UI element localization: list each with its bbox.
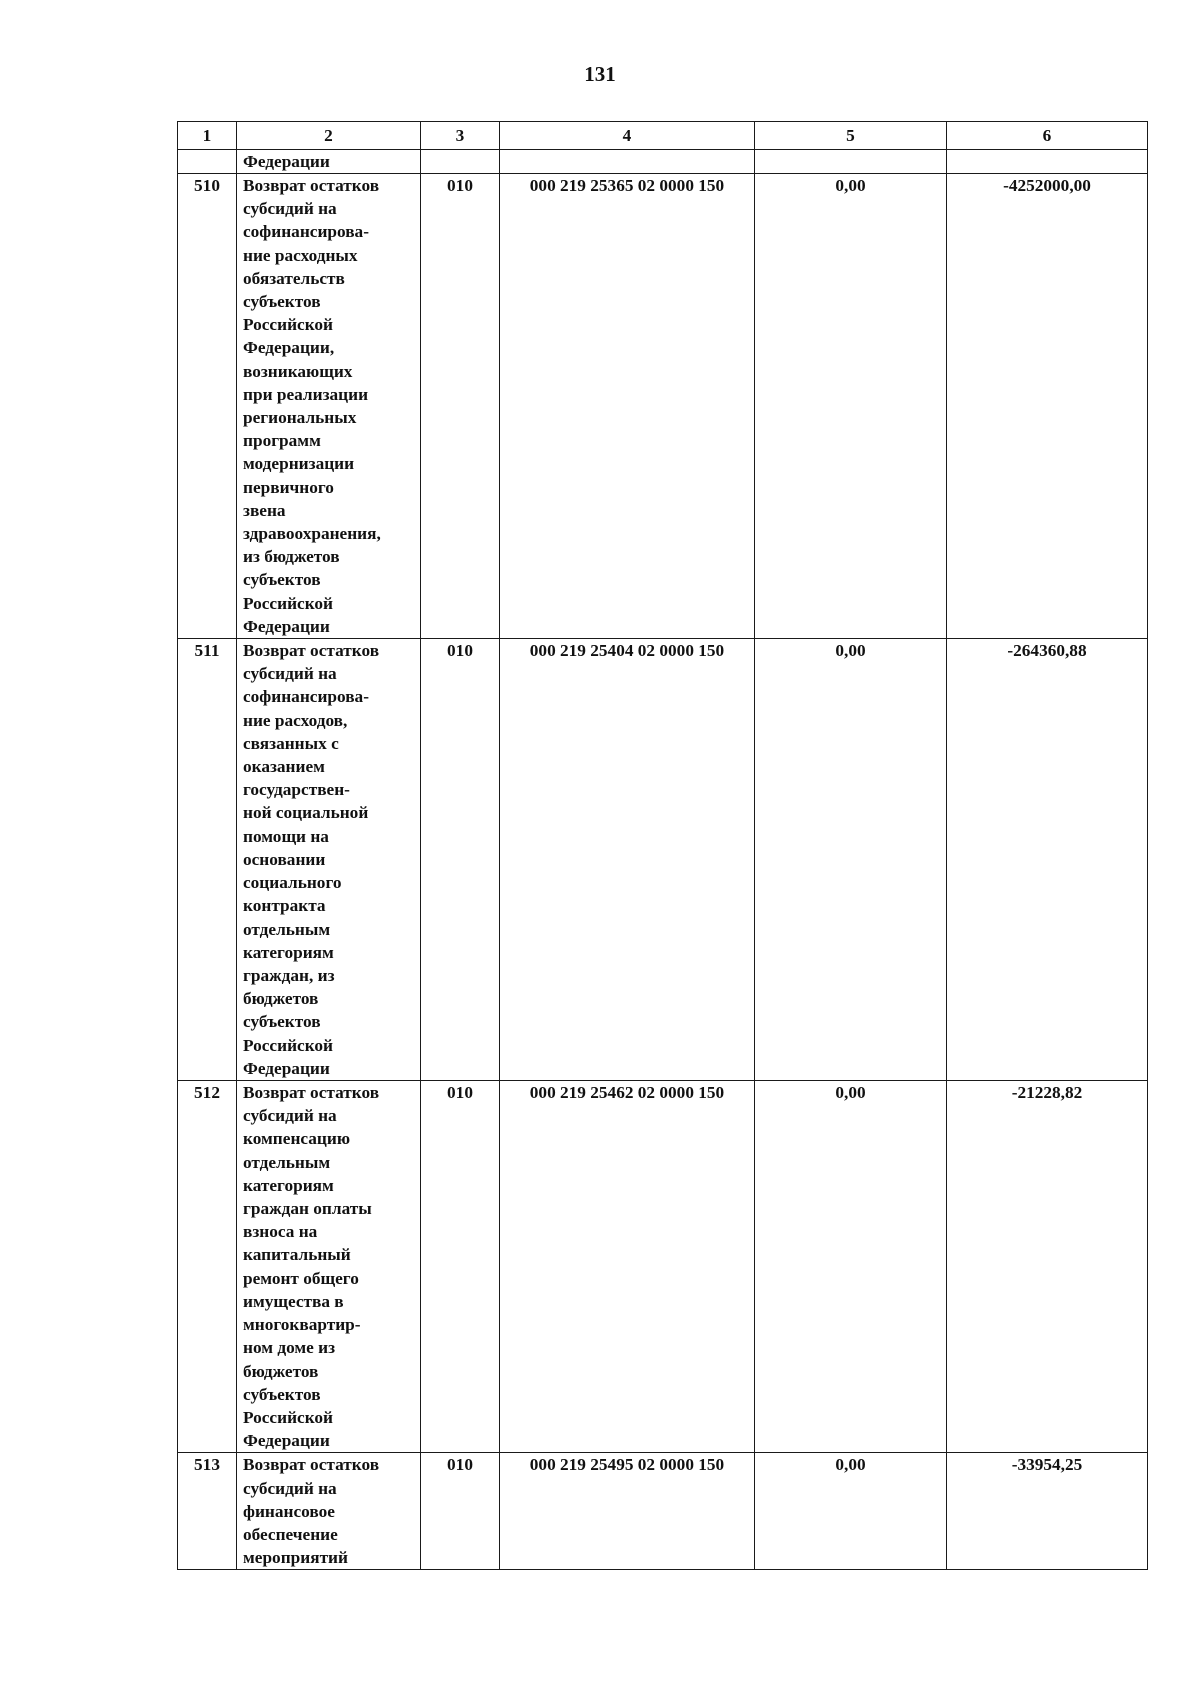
description-line: капитальный [243, 1245, 351, 1265]
description-line: субъектов [243, 1384, 321, 1404]
description-line: Российской [243, 1407, 334, 1427]
row-kbk: 000 219 25462 02 0000 150 [500, 1081, 755, 1453]
description-line: связанных с [243, 733, 339, 753]
description-line: софинансирова- [243, 687, 369, 707]
description-line: ние расходов, [243, 710, 348, 730]
row-number: 511 [178, 639, 237, 1081]
description-line: субъектов [243, 292, 321, 312]
header-cell: 4 [500, 122, 755, 150]
row-code: 010 [421, 1453, 500, 1570]
description-line: категориям [243, 1175, 334, 1195]
description-line: субсидий на [243, 1478, 337, 1498]
description-line: при реализации [243, 384, 369, 404]
description-line: оказанием [243, 757, 325, 777]
continuation-row [178, 150, 1148, 174]
description-line: финансовое [243, 1501, 335, 1521]
description-line: субсидий на [243, 664, 337, 684]
description-line: здравоохранения, [243, 524, 381, 544]
description-line: субъектов [243, 570, 321, 590]
description-line: возникающих [243, 361, 353, 381]
description-line: первичного [243, 477, 334, 497]
description-line: обязательств [243, 268, 345, 288]
row-number: 512 [178, 1081, 237, 1453]
description-line: мероприятий [243, 1548, 348, 1568]
description-line: бюджетов [243, 1361, 319, 1381]
row-kbk: 000 219 25495 02 0000 150 [500, 1453, 755, 1570]
table-cell [421, 150, 500, 174]
description-line: из бюджетов [243, 547, 340, 567]
row-kbk: 000 219 25404 02 0000 150 [500, 639, 755, 1081]
table-row [178, 1081, 1148, 1453]
table-header-row [178, 122, 1148, 150]
description-line: Федерации [243, 616, 330, 636]
table-row [178, 1453, 1148, 1570]
description-line: основании [243, 849, 326, 869]
description-line: ремонт общего [243, 1268, 359, 1288]
row-col6-value: -4252000,00 [947, 174, 1148, 639]
description-line: субъектов [243, 1012, 321, 1032]
row-description [237, 1081, 421, 1453]
description-line: Российской [243, 593, 334, 613]
budget-table [177, 121, 1148, 1570]
table-row [178, 174, 1148, 639]
description-line: обеспечение [243, 1524, 338, 1544]
description-line: социального [243, 873, 342, 893]
description-line: компенсацию [243, 1129, 351, 1149]
table-row [178, 639, 1148, 1081]
page-number: 131 [584, 62, 616, 86]
row-col5-value: 0,00 [755, 1081, 947, 1453]
description-line: Федерации [243, 1431, 330, 1451]
row-description [237, 639, 421, 1081]
description-line: отдельным [243, 919, 331, 939]
description-line: Возврат остатков [243, 641, 380, 661]
row-kbk: 000 219 25365 02 0000 150 [500, 174, 755, 639]
description-line: Возврат остатков [243, 1455, 380, 1475]
row-col6-value: -21228,82 [947, 1081, 1148, 1453]
row-col5-value: 0,00 [755, 639, 947, 1081]
row-code: 010 [421, 639, 500, 1081]
description-line: Возврат остатков [243, 1083, 380, 1103]
row-description [237, 174, 421, 639]
description-line: государствен- [243, 780, 350, 800]
description-line: контракта [243, 896, 326, 916]
description-line: многоквартир- [243, 1315, 361, 1335]
description-line: бюджетов [243, 989, 319, 1009]
description-line: ной социальной [243, 803, 369, 823]
description-line: модернизации [243, 454, 355, 474]
description-line: субсидий на [243, 1106, 337, 1126]
row-col5-value: 0,00 [755, 1453, 947, 1570]
description-line: граждан оплаты [243, 1199, 372, 1219]
header-cell: 2 [237, 122, 421, 150]
description-line: отдельным [243, 1152, 331, 1172]
description-line: Возврат остатков [243, 176, 380, 195]
table-cell [178, 150, 237, 174]
description-line: категориям [243, 942, 334, 962]
description-line: Российской [243, 315, 334, 335]
description-line: софинансирова- [243, 222, 369, 242]
header-cell: 5 [755, 122, 947, 150]
row-code: 010 [421, 1081, 500, 1453]
row-col5-value: 0,00 [755, 174, 947, 639]
description-line: программ [243, 431, 321, 451]
description-line: Федерации, [243, 338, 335, 358]
table-cell [500, 150, 755, 174]
description-line: региональных [243, 408, 357, 428]
description-line: субсидий на [243, 199, 337, 219]
description-line: ние расходных [243, 245, 358, 265]
row-col6-value: -264360,88 [947, 639, 1148, 1081]
header-cell: 1 [178, 122, 237, 150]
header-cell: 6 [947, 122, 1148, 150]
description-line: помощи на [243, 826, 329, 846]
row-code: 010 [421, 174, 500, 639]
table-cell [947, 150, 1148, 174]
description-line: звена [243, 500, 286, 520]
description-line: ном доме из [243, 1338, 336, 1358]
table-cell [755, 150, 947, 174]
description-line: граждан, из [243, 965, 335, 985]
description-line: имущества в [243, 1291, 344, 1311]
description-line: взноса на [243, 1222, 318, 1242]
continuation-text: Федерации [237, 150, 421, 174]
description-line: Российской [243, 1035, 334, 1055]
header-cell: 3 [421, 122, 500, 150]
row-number: 510 [178, 174, 237, 639]
row-number: 513 [178, 1453, 237, 1570]
row-description [237, 1453, 421, 1570]
description-line: Федерации [243, 1058, 330, 1078]
row-col6-value: -33954,25 [947, 1453, 1148, 1570]
